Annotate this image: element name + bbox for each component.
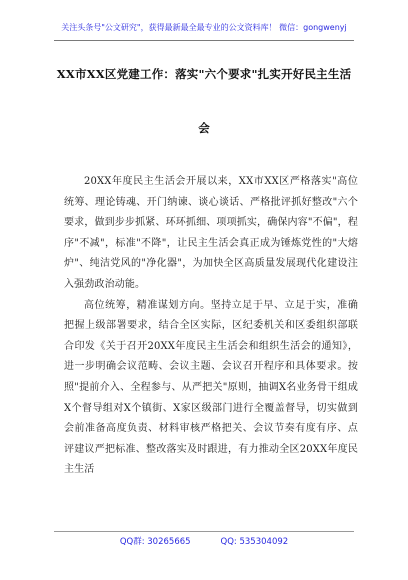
header-divider [54, 40, 354, 41]
footer-qq-group: QQ群: 30265665 [119, 537, 191, 547]
document-title: XX市XX区党建工作：落实"六个要求"扎实开好民主生活 [56, 67, 352, 81]
paragraph-high-level-planning: 高位统筹，精准谋划方向。坚持立足于早、立足于实，准确把握上级部署要求，结合全区实际，区纪委机关和区委组织部联合印发《关于召开20XX年度民主生活会和组织生活会的通知》，进一步明确会议范畴、会议主题、会议召开程序和具体要求。按照"提前介入、全程参与、从严把关"原则，抽调X名业务骨干组成X个督导组对X个镇街、X家区级部门进行全覆盖督导，切实做到会前准备高度负责、材料审核严格把关、会议节奏有度有序、点评建议严把标准、整改落实及时跟进，有力推动全区20XX年度民主生活 [64, 299, 358, 476]
footer-qq-contact: QQ: 535304092 [220, 537, 289, 547]
footer-divider [54, 531, 354, 532]
page-footer [0, 536, 408, 548]
page-header: 关注头条号"公文研究"，获得最新最全最专业的公文资料库！ 微信：gongwenyj [61, 23, 347, 32]
document-title-continued: 会 [198, 121, 210, 135]
document-body [64, 172, 358, 481]
paragraph-intro: 20XX年度民主生活会开展以来，XX市XX区严格落实"高位统筹、理论铸魂、开门纳谏、谈心谈话、严格批评抓好整改"六个要求，做到步步抓紧、环环抓细、项项抓实，确保内容"不偏"，程序"不减"，标准"不降"，让民主生活会真正成为锤炼党性的"大熔炉"、纯洁党风的"净化器"，为加快全区高质量发展现代化建设注入强劲政治动能。 [64, 176, 358, 290]
